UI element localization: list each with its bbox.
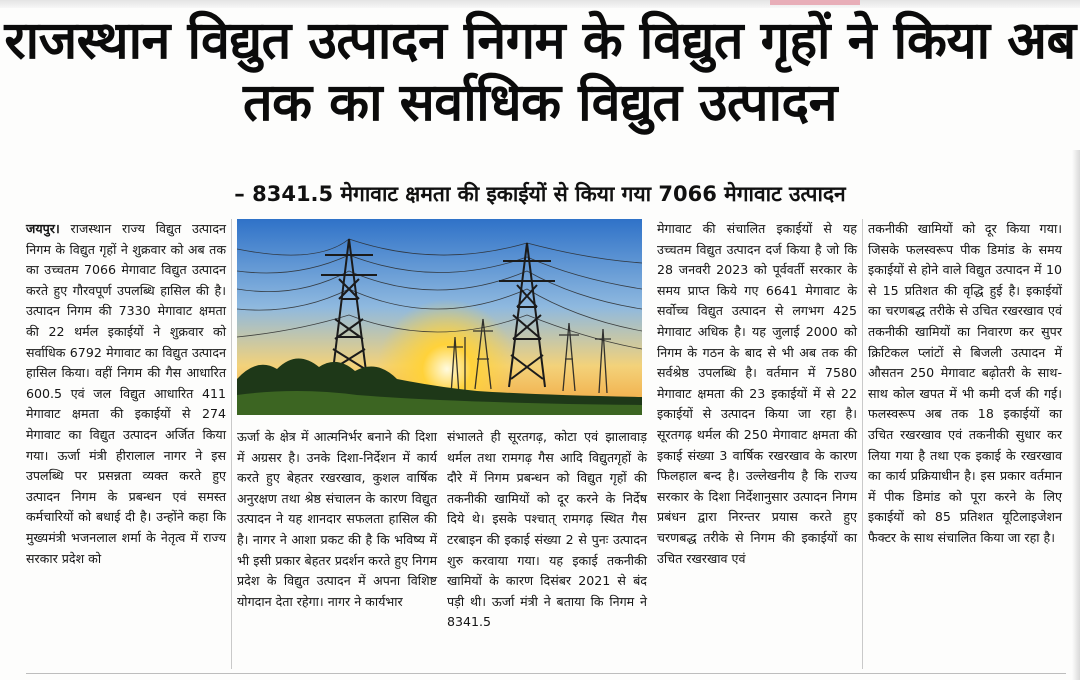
header-accent [770, 0, 860, 5]
article-column-3: संभालते ही सूरतगढ़, कोटा एवं झालावाड़ थर्मल तथा रामगढ़ गैस आदि विद्युतगृहों के दौरे में निगम प्रबन्धन को विद्युत गृहों की तकनीकी खामियों को दूर करने के निर्देष दिये थे। इसके पश्चात् रामगढ़ स्थित गैस टरबाइन की इकाई संख्या 2 से पुनः उत्पादन शुरु करवाया गया। यह इकाई तकनीकी खामियों के कारण दिसंबर 2021 से बंद पड़ी थी। ऊर्जा मंत्री ने बताया कि निगम ने 8341.5 [447, 429, 647, 630]
subheadline: – 8341.5 मेगावाट क्षमता की इकाईयों से किया गया 7066 मेगावाट उत्पादन [234, 182, 846, 206]
article-column-2: ऊर्जा के क्षेत्र में आत्मनिर्भर बनाने की दिशा में अग्रसर है। उनके दिशा-निर्देशन में कार्य करते हुए बेहतर रखरखाव, कुशल वार्षिक अनुरक्षण तथा श्रेष्ठ संचालन के कारण विद्युत उत्पादन ने यह शानदार सफलता हासिल की है। नागर ने आशा प्रकट की है कि भविष्य में भी इसी प्रकार बेहतर प्रदर्शन करते हुए निगम प्रदेश के विद्युत उत्पादन में अपना विशिष्ट योगदान देता रहेगा। नागर ने कार्यभार [237, 429, 437, 609]
article-column-5: तकनीकी खामियों को दूर किया गया। जिसके फलस्वरूप पीक डिमांड के समय इकाईयों से होने वाले विद्युत उत्पादन में 10 से 15 प्रतिशत की वृद्धि हुई है। इकाईयों का चरणबद्ध तरीके से उचित रखरखाव एवं तकनीकी खामियों का निवारण कर सुपर क्रिटिकल प्लांटों से बिजली उत्पादन में औसतन 250 मेगावाट बढ़ोतरी के साथ-साथ कोल खपत में भी कमी दर्ज की गई। फलस्वरूप अब तक 18 इकाईयों का उचित रखरखाव एवं तकनीकी सुधार कर लिया गया है तथा एक इकाई के रखरखाव का कार्य प्रक्रियाधीन है। इस प्रकार वर्तमान में पीक डिमांड को पूरा करने के लिए इकाईयों को 85 प्रतिशत यूटिलाइजेशन फैक्टर के साथ संचालित किया जा रहा है। [868, 221, 1062, 545]
article-column-4: मेगावाट की संचालित इकाईयों से यह उच्चतम विद्युत उत्पादन दर्ज किया है जो कि 28 जनवरी 2023 को पूर्ववर्ती सरकार के समय प्राप्त किये गए 6641 मेगावाट के सर्वोच्च विद्युत उत्पादन से लगभग 425 मेगावाट अधिक है। यह जुलाई 2000 को निगम के गठन के बाद से भी अब तक की सर्वश्रेष्ठ उपलब्धि है। वर्तमान में 7580 मेगावाट क्षमता की 23 इकाईयों में से 22 इकाईयों से उत्पादन किया जा रहा है। सूरतगढ़ थर्मल की 250 मेगावाट क्षमता की इकाई संख्या 3 वार्षिक रखरखाव के कारण फिलहाल बन्द है। उल्लेखनीय है कि राज्य सरकार के दिशा निर्देशानुसार उत्पादन निगम प्रबंधन द्वारा निरन्तर प्रयास करते हुए चरणबद्ध तरीके से निगम की इकाईयों का उचित रखरखाव एवं [657, 221, 857, 566]
column-1-text: राजस्थान राज्य विद्युत उत्पादन निगम के विद्युत गृहों ने शुक्रवार को अब तक का उच्चतम 7066 मेगावाट विद्युत उत्पादन करते हुए गौरवपूर्ण उपलब्धि हासिल की है। उत्पादन निगम की 7330 मेगावाट क्षमता की 22 थर्मल इकाईयों ने शुक्रवार को सर्वाधिक 6792 मेगावाट का विद्युत उत्पादन हासिल किया। वहीं निगम की गैस आधारित 600.5 एवं जल विद्युत आधारित 411 मेगावाट क्षमता की इकाईयों से 274 मेगावाट का विद्युत उत्पादन अर्जित किया गया। ऊर्जा मंत्री हीरालाल नागर ने इस उपलब्धि पर प्रसन्नता व्यक्त करते हुए उत्पादन निगम के प्रबन्धन एवं समस्त कर्मचारियों को बधाई दी है। उन्होंने कहा कि मुख्यमंत्री भजनलाल शर्मा के नेतृत्व में राज्य सरकार प्रदेश को [26, 221, 226, 566]
transmission-towers-photo [237, 219, 642, 415]
column-rule [862, 219, 863, 669]
page-edge-shadow [1072, 150, 1080, 680]
article-column-1 [26, 219, 226, 669]
headline: राजस्थान विद्युत उत्पादन निगम के विद्युत गृहों ने किया अब तक का सर्वाधिक विद्युत उत्पादन [4, 11, 1076, 133]
dateline: जयपुर। [26, 221, 60, 236]
top-border-strip [0, 0, 1080, 8]
column-rule [231, 219, 232, 669]
bottom-rule [26, 673, 1066, 674]
